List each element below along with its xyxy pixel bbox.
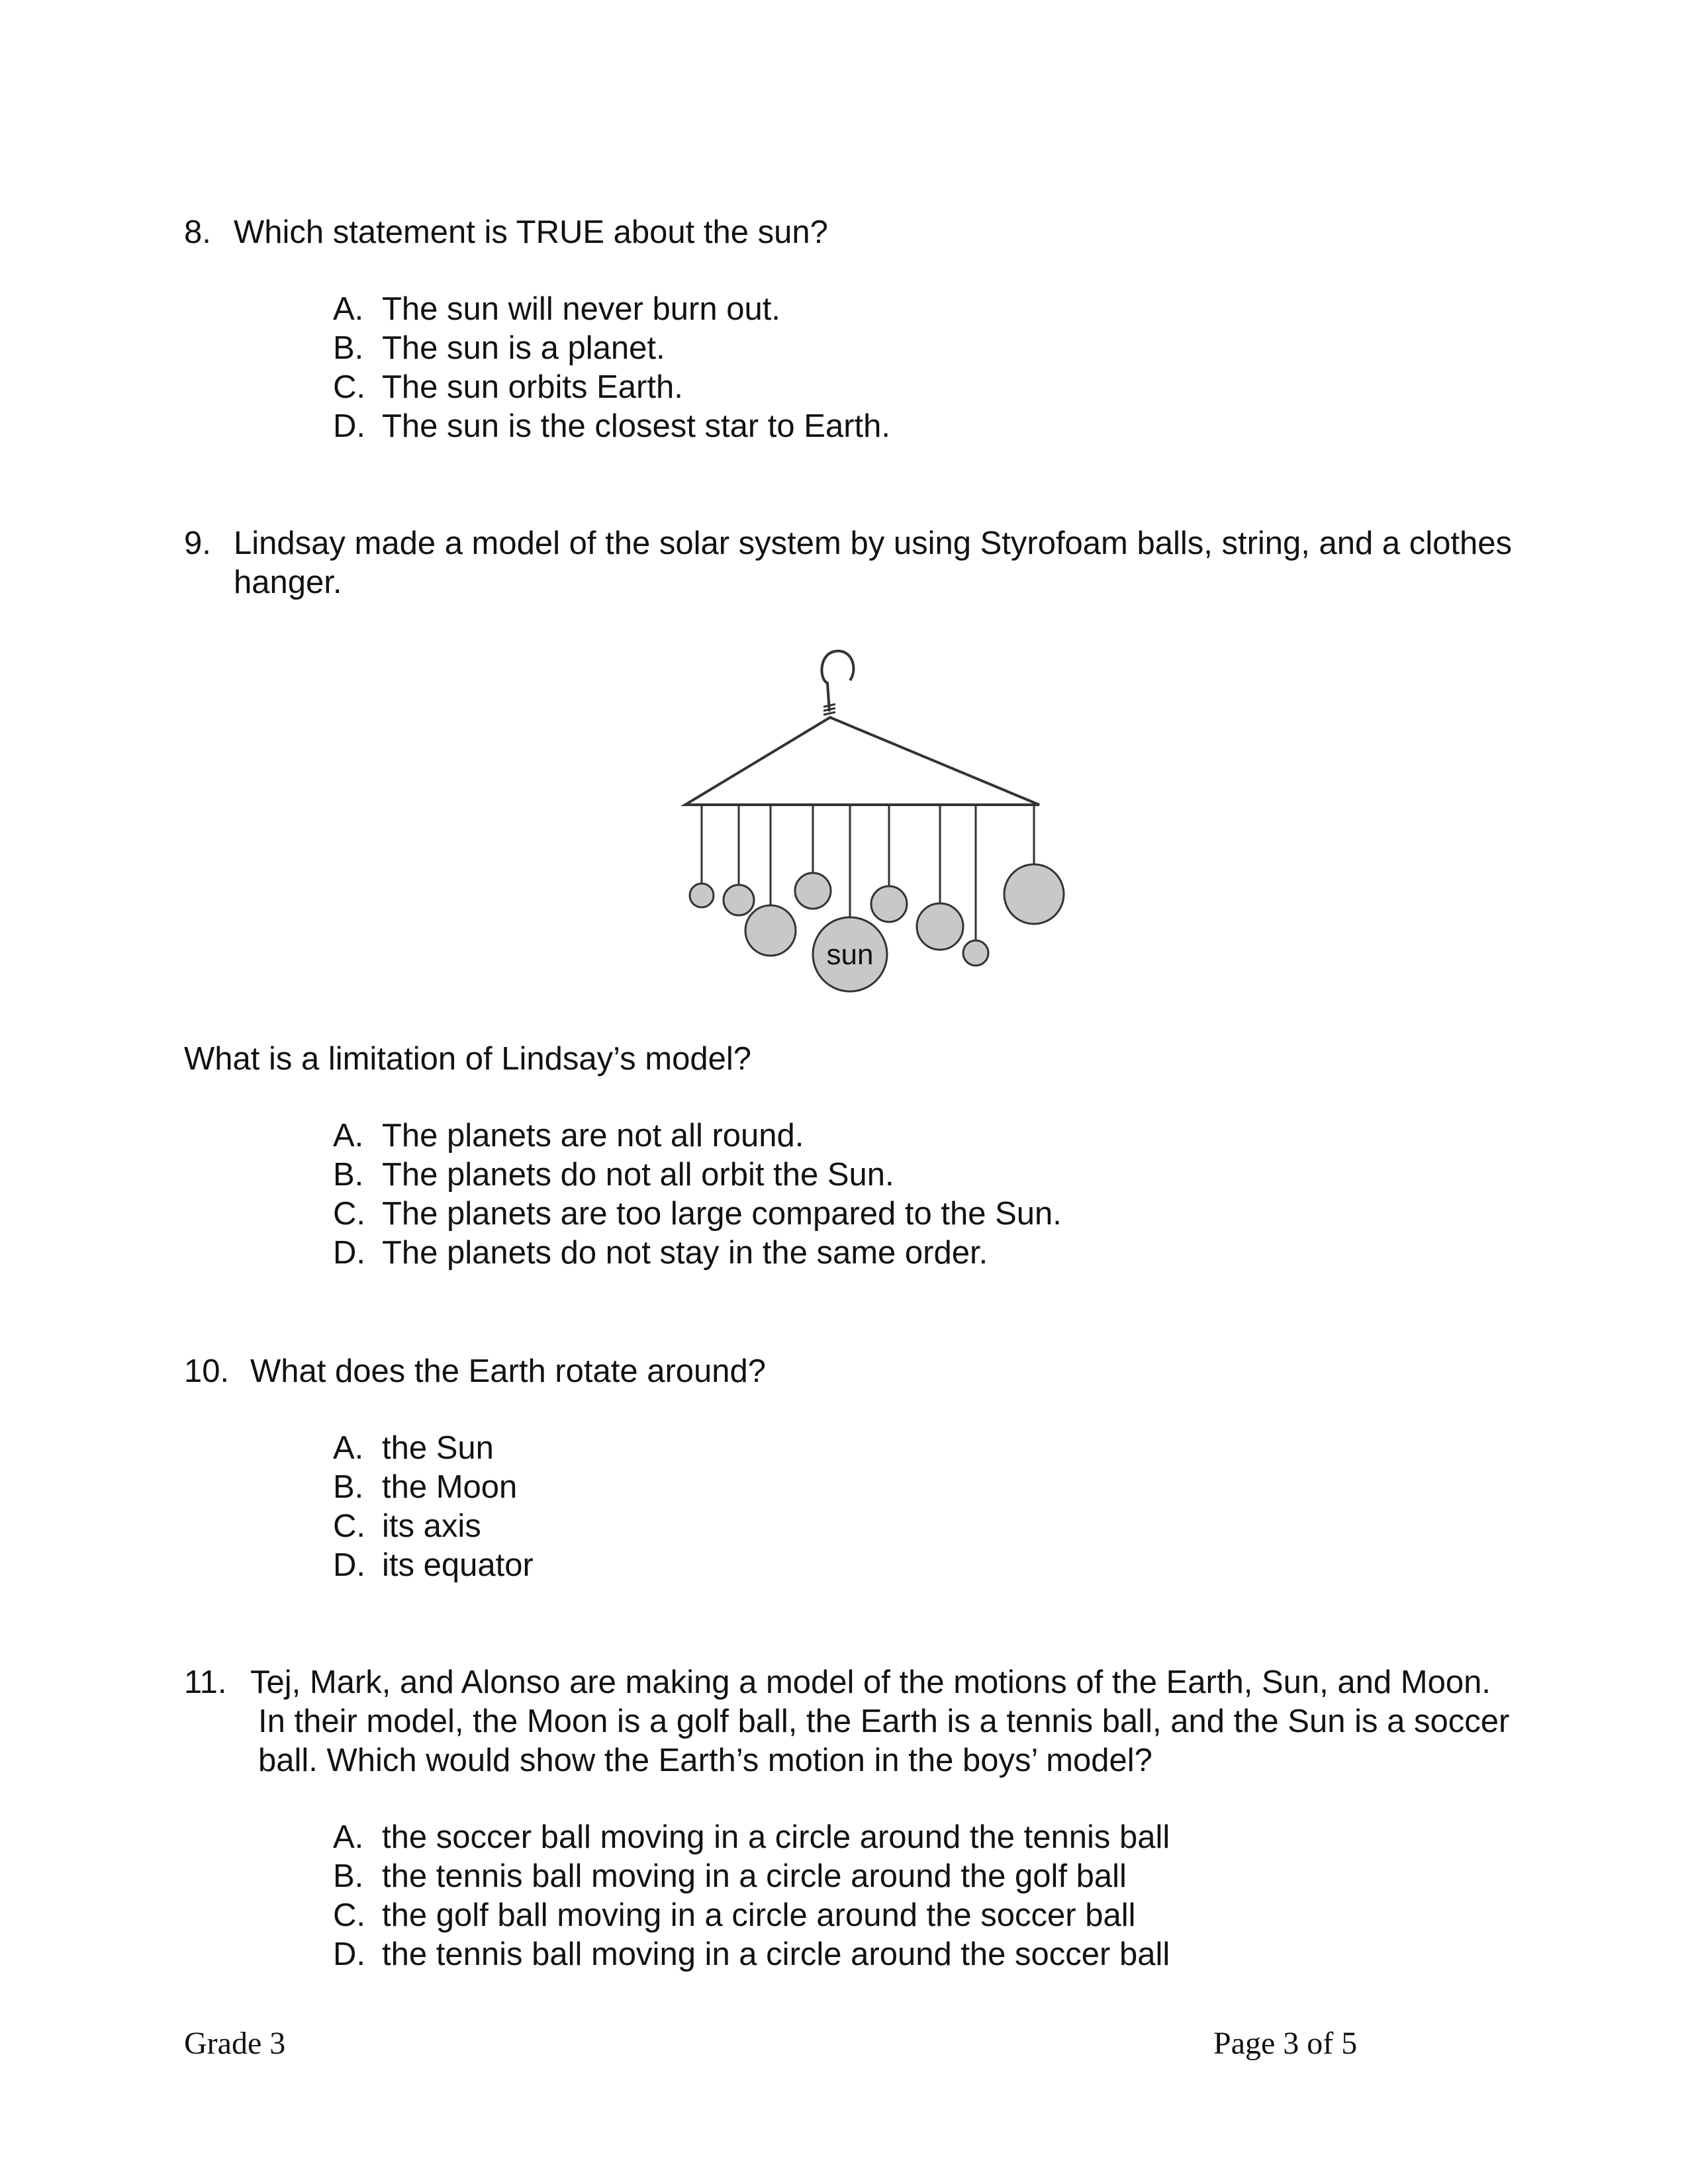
choice-text: the Sun: [382, 1430, 494, 1466]
choice-letter: D.: [333, 1936, 365, 1972]
question-text-line-2: hanger.: [234, 565, 342, 600]
planet-ball: [917, 903, 963, 950]
question-number: 11.: [184, 1664, 227, 1700]
choice-letter: D.: [333, 1235, 365, 1271]
planet-ball: [871, 886, 907, 922]
choice-text: The planets do not stay in the same order.: [382, 1235, 988, 1271]
choice-letter: D.: [333, 1547, 365, 1583]
question-text: What does the Earth rotate around?: [250, 1353, 767, 1389]
sun-label: sun: [826, 938, 874, 971]
planet-ball: [745, 905, 796, 956]
choice-text: its equator: [382, 1547, 534, 1583]
question-number: 10.: [184, 1353, 230, 1389]
planet-ball: [1004, 864, 1064, 924]
choice-letter: D.: [333, 408, 365, 444]
choice-letter: C.: [333, 1196, 365, 1232]
question-text-line-3: ball. Which would show the Earth’s motion in the boys’ model?: [258, 1743, 1152, 1778]
question-text-line-2: In their model, the Moon is a golf ball, the Earth is a tennis ball, and the Sun is a soccer: [258, 1704, 1510, 1739]
hanger-bar: [685, 717, 1039, 805]
question-text: Which statement is TRUE about the sun?: [234, 214, 828, 250]
choice-text: The planets do not all orbit the Sun.: [382, 1157, 894, 1193]
choice-text: The sun orbits Earth.: [382, 369, 683, 405]
choice-letter: C.: [333, 1897, 365, 1933]
choice-text: The sun is the closest star to Earth.: [382, 408, 891, 444]
choice-text: its axis: [382, 1508, 481, 1544]
choice-letter: B.: [333, 1469, 364, 1505]
choice-text: the soccer ball moving in a circle around the tennis ball: [382, 1819, 1170, 1855]
choice-text: The sun is a planet.: [382, 330, 665, 366]
choice-letter: B.: [333, 1858, 364, 1894]
solar-system-mobile-figure: [662, 635, 1086, 993]
choice-text: The planets are too large compared to the Sun.: [382, 1196, 1062, 1232]
planet-ball: [963, 940, 988, 966]
choice-text: The sun will never burn out.: [382, 291, 780, 327]
hanger-twist: [823, 704, 835, 715]
question-text-line-1: Tej, Mark, and Alonso are making a model of the motions of the Earth, Sun, and Moon.: [250, 1664, 1491, 1700]
choice-letter: A.: [333, 291, 364, 327]
hanger-hook: [821, 651, 853, 711]
question-text-line-1: Lindsay made a model of the solar system by using Styrofoam balls, string, and a clothes: [234, 525, 1513, 561]
choice-letter: A.: [333, 1430, 364, 1466]
choice-text: The planets are not all round.: [382, 1118, 804, 1154]
question-number: 8.: [184, 214, 211, 250]
question-number: 9.: [184, 525, 211, 561]
choice-letter: B.: [333, 330, 364, 366]
footer-page-number: Page 3 of 5: [1213, 2026, 1358, 2061]
planet-ball: [690, 884, 714, 907]
choice-text: the tennis ball moving in a circle around the soccer ball: [382, 1936, 1170, 1972]
choice-text: the Moon: [382, 1469, 518, 1505]
planet-ball: [795, 873, 831, 909]
choice-text: the golf ball moving in a circle around the soccer ball: [382, 1897, 1136, 1933]
choice-text: the tennis ball moving in a circle around the golf ball: [382, 1858, 1127, 1894]
choice-letter: C.: [333, 369, 365, 405]
footer-grade: Grade 3: [184, 2026, 286, 2061]
planet-ball: [724, 885, 754, 915]
choice-letter: B.: [333, 1157, 364, 1193]
choice-letter: C.: [333, 1508, 365, 1544]
choice-letter: A.: [333, 1118, 364, 1154]
followup-question: What is a limitation of Lindsay’s model?: [184, 1041, 751, 1077]
choice-letter: A.: [333, 1819, 364, 1855]
